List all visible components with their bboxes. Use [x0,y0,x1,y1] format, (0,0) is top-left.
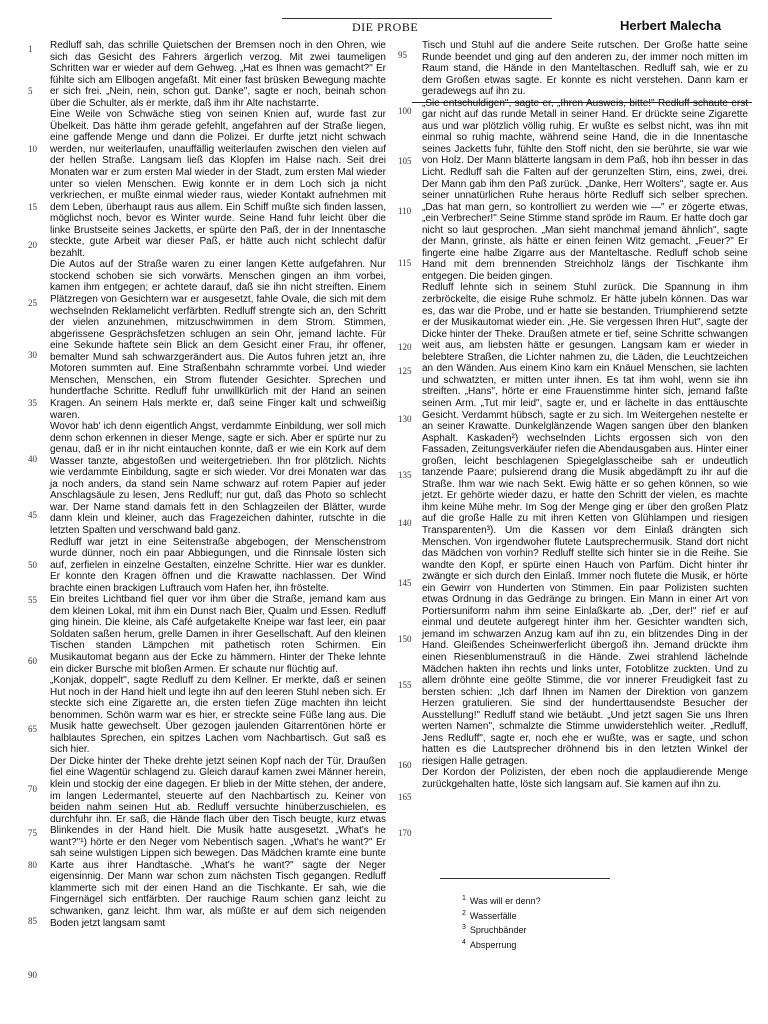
footnotes [462,893,742,951]
line-number: 100 [398,106,412,116]
story-paragraph: Der Dicke hinter der Theke drehte jetzt seinen Kopf nach der Tür. Draußen fiel eine Wagentür schlagend zu. Gleich darauf kamen zwei Männer herein, klein und stockig der eine dagegen. Er blieb in der Mitte stehen, der andere, im langen Ledermantel, steuerte auf den Nachbartisch zu. Keiner von beiden nahm seinen Hut ab. Redluff versuchte hinüberzuschielen, es durchfuhr ihn. Er saß, die Hände flach über den Tisch beugte, kurz etwas Blinkendes in der Hand hielt. Die Musik hatte ausgesetzt. „What's he want?"¹) hörte er den Neger vom Nebentisch sagen. „What's he want?" Er sah seine wulstigen Lippen sich bewegen. Das Mädchen kramte eine bunte Karte aus ihrer Handtasche. „What's he want?" sagte der Neger eigensinnig. Der Mann war schon zum nächsten Tisch gegangen. Redluff klammerte sich mit der einen Hand an die Tischkante. Er sah, wie die Fingernägel sich entfärbten. Der rauchige Raum schien ganz leicht zu schwanken, ganz leicht. Ihm war, als müßte er auf dem sich neigenden Boden jetzt langsam samt [50,755,386,929]
story-paragraph: Die Autos auf der Straße waren zu einer langen Kette aufgefahren. Nur stockend schoben sie sich vorwärts. Menschen gingen an ihm vorbei, kamen ihm entgegen; er achtete darauf, daß sie ihn nicht streiften. Einem Plätzregen von Gesichtern war er ausgesetzt, fahle Ovale, die sich mit dem wechselnden Reklamelicht verfärbten. Redluff strengte sich an, den Schritt der vielen anzunehmen, mitzuschwimmen in dem Strom. Stimmen, abgerissene Gesprächsfetzen schlugen an sein Ohr, jemand lachte. Für eine Sekunde haftete sein Blick an dem Gesicht einer Frau, ihr offener, bemalter Mund sah schwarzgerändert aus. Die Autos fuhren jetzt an, ihre Motoren summten auf. Eine Straßenbahn schrammte vorbei. Und wieder Menschen, Menschen, ein Strom flutender Gesichter. Sprechen und hundertfache Schritte. Redluff fuhr unwillkürlich mit der Hand an seinen Kragen. An seinem Hals merkte er, daß seine Finger kalt und schweißig waren. [50,259,386,421]
story-paragraph: „Konjak, doppelt", sagte Redluff zu dem Kellner. Er merkte, daß er seinen Hut noch in der Hand hielt und legte ihn auf den leeren Stuhl neben sich. Er steckte sich eine Zigarette an, die ersten tiefen Züge machten ihn leicht benommen. Schön warm war es hier, er streckte seine Füße lang aus. Die Musik hatte gewechselt. Über gezogen jaulenden Gitarrentönen hörte er halblautes Sprechen, ein spitzes Lachen vom Nachbartisch. Gut saß es sich hier. [50,675,386,756]
line-number: 5 [28,86,33,96]
page-title: DIE PROBE [352,20,419,34]
line-number: 60 [28,656,37,666]
line-number: 95 [398,50,407,60]
footnote-number: 1 [462,895,466,902]
footnote-text: Was will er denn? [469,896,541,906]
story-paragraph: Eine Weile von Schwäche stieg von seinen Knien auf, wurde fast zur Übelkeit. Das hätte ihm gerade gefehlt, angefahren auf der Straße liegen, eine gaffende Menge und dann die Polizei. Er durfte jetzt nicht schwach werden, nur weiterlaufen, unauffällig weiterlaufen zwischen den vielen auf der hellen Straße. Langsam ließ das Klopfen im Halse nach. Seit drei Monaten war er zum ersten Mal wieder in der Stadt, zum ersten Mal wieder unter so vielen Menschen. Ewig konnte er in dem Loch sich ja nicht verkriechen, er mußte einmal wieder raus, wieder Kontakt aufnehmen mit dem Leben, überhaupt raus aus allem. Ein Schiff mußte sich finden lassen, möglichst noch, bevor es Winter wurde. Seine Hand fuhr leicht über die linke Brustseite seines Jacketts, er spürte den Paß, der in der Innentasche steckte, gute Arbeit war dieser Paß, er hätte auch nicht schlecht dafür bezahlt. [50,109,386,259]
footnotes-rule [440,878,610,879]
line-number: 125 [398,366,412,376]
line-number: 20 [28,240,37,250]
line-number: 170 [398,828,412,838]
footnote-number: 3 [462,924,466,931]
line-number: 90 [28,970,37,980]
line-number: 55 [28,595,37,605]
story-paragraph: Der Kordon der Polizisten, der eben noch die applaudierende Menge zurückgehalten hatte, löste sich langsam auf. Sie kamen auf ihn zu. [422,767,748,790]
story-paragraph: Wovor hab' ich denn eigentlich Angst, verdammte Einbildung, wer soll mich denn schon erkennen in dieser Menge, sagte er sich. Aber er spürte nur zu genau, daß er in ihr nicht eintauchen konnte, daß er wie ein Kork auf dem Wasser tanzte, abgestoßen und weitergetrieben. Ihn fror plötzlich. Nichts wie verdammte Einbildung, sagte er sich wieder. Vor drei Monaten war das ja noch anders, da stand sein Name schwarz auf rotem Papier auf jeder Anschlagsäule zu lesen, Jens Redluff; nur gut, daß das Photo so schlecht war. Der Name stand damals fett in den Schlagzeilen der Blätter, wurde dann klein und kleiner, auch das Fragezeichen dahinter, rutschte in die letzten Spalten und verschwand bald ganz. [50,421,386,536]
story-column-left [50,40,386,929]
story-paragraph: Redluff lehnte sich in seinem Stuhl zurück. Die Spannung in ihm zerbröckelte, die eisige Ruhe schmolz. Er hätte jubeln können. Das war es, das war die Probe, und er hatte sie bestanden. Triumphierend setzte er der Musikautomat wieder ein. „He. Sie vergessen Ihren Hut", sagte der Dicke hinter der Theke. Draußen atmete er tief, seine Schritte schwangen weit aus, am liebsten hätte er gesungen. Langsam kam er wieder in belebtere Straßen, die Lichter nahmen zu, die Läden, die Leuchtzeichen an den Wänden. Aus einem Kino kam ein Knäuel Menschen, sie lachten und schwatzten, er mitten unter ihnen. Es tat ihm wohl, wenn sie ihn streiften. „Hans", hörte er eine Frauenstimme hinter sich, jemand faßte seinen Arm. „Tut mir leid", sagte er, und er lächelte in das enttäuschte Gesicht. Verdammt hübsch, sagte er zu sich. Im Weitergehen nestelte er an seiner Krawatte. Dunkelglänzende Wagen sangen über den blanken Asphalt. Kaskaden²) wechselnden Lichts ergossen sich von den Fassaden, Zeitungsverkäufer riefen die Abendausgaben aus. Hinter einer großen, leicht beschlagenen Spiegelglasscheibe sah er undeutlich tanzende Paare; pulsierend drang die Musik abgedämpft zu ihr auf die Straße. Ihm war wie nach Sekt. Ewig hätte er so gehen können, so wie jetzt. Er gehörte wieder dazu, er hatte den Schritt der vielen, es machte ihm keine Mühe mehr. Im Sog der Menge ging er über den großen Platz auf die große Halle zu mit ihren Ketten von Glühlampen und riesigen Transparenten³). Um die Kassen vor dem Einlaß drängten sich Menschen. Von irgendwoher flutete Lautsprechermusik. Stand dort nicht das Mädchen von vorhin? Redluff stellte sich hinter sie in die Reihe. Sie wandte den Kopf, er spürte einen Hauch von Parfüm. Dicht hinter ihr zwängte er sich durch den Einlaß. Immer noch flutete die Musik, er hörte ein Gewirr von Hunderten von Stimmen. Ein paar Polizisten suchten etwas Ordnung in das Gedränge zu bringen. Ein Mann in einer Art von Portiersuniform nahm ihm seine Einlaßkarte ab. „Der, der!" rief er auf einmal und deutete aufgeregt hinter ihm her. Gesichter wandten sich, jemand im schwarzen Anzug kam auf ihn zu, ein blitzendes Ding in der Hand. Gleißendes Scheinwerferlicht übergoß ihn. Jemand drückte ihm einen Riesenblumenstrauß in die Hände. Zwei strahlend lächelnde Mädchen hakten ihn rechts und links unter, Fotoblitze zuckten. Und zu allem dröhnte eine geölte Stimme, die vor innerer Freudigkeit fast zu bersten schien: „Ich darf Ihnen im Namen der Direktion von ganzem Herzen gratulieren. Sie sind der hunderttausendste Besucher der Ausstellung!" Redluff stand wie betäubt. „Und jetzt sagen Sie uns Ihren werten Namen", schmalzte die Stimme unwiderstehlich weiter. „Redluff, Jens Redluff", sagte er, noch ehe er wußte, was er sagte, und schon hatten es die Lautsprecher dröhnend bis in den letzten Winkel der riesigen Halle getragen. [422,282,748,767]
line-number: 135 [398,470,412,480]
line-number: 130 [398,414,412,424]
line-number: 120 [398,342,412,352]
line-number: 150 [398,634,412,644]
line-number: 70 [28,784,37,794]
line-number: 10 [28,144,37,154]
line-number: 45 [28,510,37,520]
line-number: 50 [28,560,37,570]
header-rule [282,18,552,19]
line-number: 75 [28,828,37,838]
author-name: Herbert Malecha [620,18,722,33]
line-number: 40 [28,454,37,464]
line-number: 115 [398,258,412,268]
line-number: 80 [28,860,37,870]
left-column-divider [50,812,386,813]
line-number: 35 [28,398,37,408]
page-header [0,8,768,34]
footnote-text: Absperrung [469,939,517,950]
line-number: 145 [398,578,412,588]
line-number: 30 [28,350,37,360]
footnote [462,937,742,952]
line-number: 105 [398,156,412,166]
line-number: 25 [28,298,37,308]
story-paragraph: Redluff war jetzt in eine Seitenstraße abgebogen, der Menschenstrom wurde dünner, noch ein paar Abbiegungen, und die Rinnsale lösten sich auf, zerfielen in einzelne Gestalten, einzelne Schritte. Hier war es dunkler. Er konnte den Kragen öffnen und die Krawatte nachlassen. Der Wind brachte einen brackigen Luftrauch vom Hafen her, ihn fröstelte. [50,536,386,594]
line-number: 110 [398,206,412,216]
footnote-number: 4 [462,938,466,946]
line-number: 1 [28,44,33,54]
line-number: 155 [398,680,412,690]
line-number: 140 [398,518,412,528]
line-number: 65 [28,724,37,734]
footnote [462,893,742,908]
story-paragraph: Redluff sah, das schrille Quietschen der Bremsen noch in den Ohren, wie sich das Gesicht des Fahrers ärgerlich verzog. Mit zwei taumeligen Schritten war er wieder auf dem Gehweg. „Hat es Ihnen was gemacht?" Er fühlte sich am Ellbogen angefaßt. Mit einer fast brüsken Bewegung machte er sich frei. „Nein, nein, schon gut. Danke", sagte er noch, beinah schon über die Schulter, als er merkte, daß ihm ihr Alte nachstarrte. [50,40,386,109]
footnote-number: 2 [462,909,466,917]
line-number: 160 [398,760,412,770]
right-column-divider [412,102,752,103]
line-number: 85 [28,916,37,926]
story-paragraph: „Sie entschuldigen", sagte er, „Ihren Ausweis, bitte!" Redluff schaute erst gar nicht auf das runde Metall in seiner Hand. Er drückte seine Zigarette aus und war plötzlich völlig ruhig. Er wußte es selbst nicht, was ihn mit einmal so ruhig machte, während seine Hand, die in die Innentasche seines Jacketts fuhr, fühlte den Stoff nicht, den sie berührte, sie war wie von Holz. Der Mann blätterte langsam in dem Paß, hob ihn besser in das Licht. Redluff sah die Falten auf der gerunzelten Stirn, eins, zwei, drei. Der Mann gab ihm den Paß zurück. „Danke, Herr Wolters", sagte er. Aus seiner unnatürlichen Ruhe heraus hörte Redluff sich selber sprechen. „Das hat man gern, so kontrolliert zu werden wie —" er zögerte etwas, „ein Verbrecher!" Seine Stimme stand spröde im Raum. Er hatte doch gar nicht so laut gesprochen. „Man sieht manchmal jemand ähnlich", sagte der Mann, grinste, als hätte er einen feinen Witz gemacht. „Feuer?" Er fingerte eine halbe Zigarre aus der Manteltasche. Redluff schob seine Hand mit dem brennenden Streichholz längs der Tischkante ihm entgegen. Die beiden gingen. [422,97,748,282]
footnote [462,922,742,937]
line-number: 165 [398,792,412,802]
line-number: 15 [28,202,37,212]
footnote-text: Wasserfälle [469,910,517,921]
footnote-text: Spruchbänder [469,925,527,935]
story-column-right [422,40,748,791]
story-paragraph: Tisch und Stuhl auf die andere Seite rutschen. Der Große hatte seine Runde beendet und ging auf den anderen zu, der immer noch mitten im Raum stand, die Hände in den Manteltaschen. Redluff sah, wie er zu dem Großen etwas sagte. Er konnte es nicht verstehen. Dann kam er geradewegs auf ihn zu. [422,40,748,98]
footnote [462,908,742,923]
story-paragraph: Ein breites Lichtband fiel quer vor ihm über die Straße, jemand kam aus dem kleinen Lokal, mit ihm ein Dunst nach Bier, Qualm und Essen. Redluff ging hinein. Die kleine, als Café aufgetakelte Kneipe war fast leer, ein paar Soldaten saßen herum, grelle Damen in ihrer Gesellschaft. Auf den kleinen Tischen standen Lämpchen mit pathetisch roten Schirmen. Ein Musikautomat begann aus der Ecke zu hämmern. Hinter der Theke lehnte ein dicker Bursche mit bloßen Armen. Er schaute nur flüchtig auf. [50,594,386,675]
